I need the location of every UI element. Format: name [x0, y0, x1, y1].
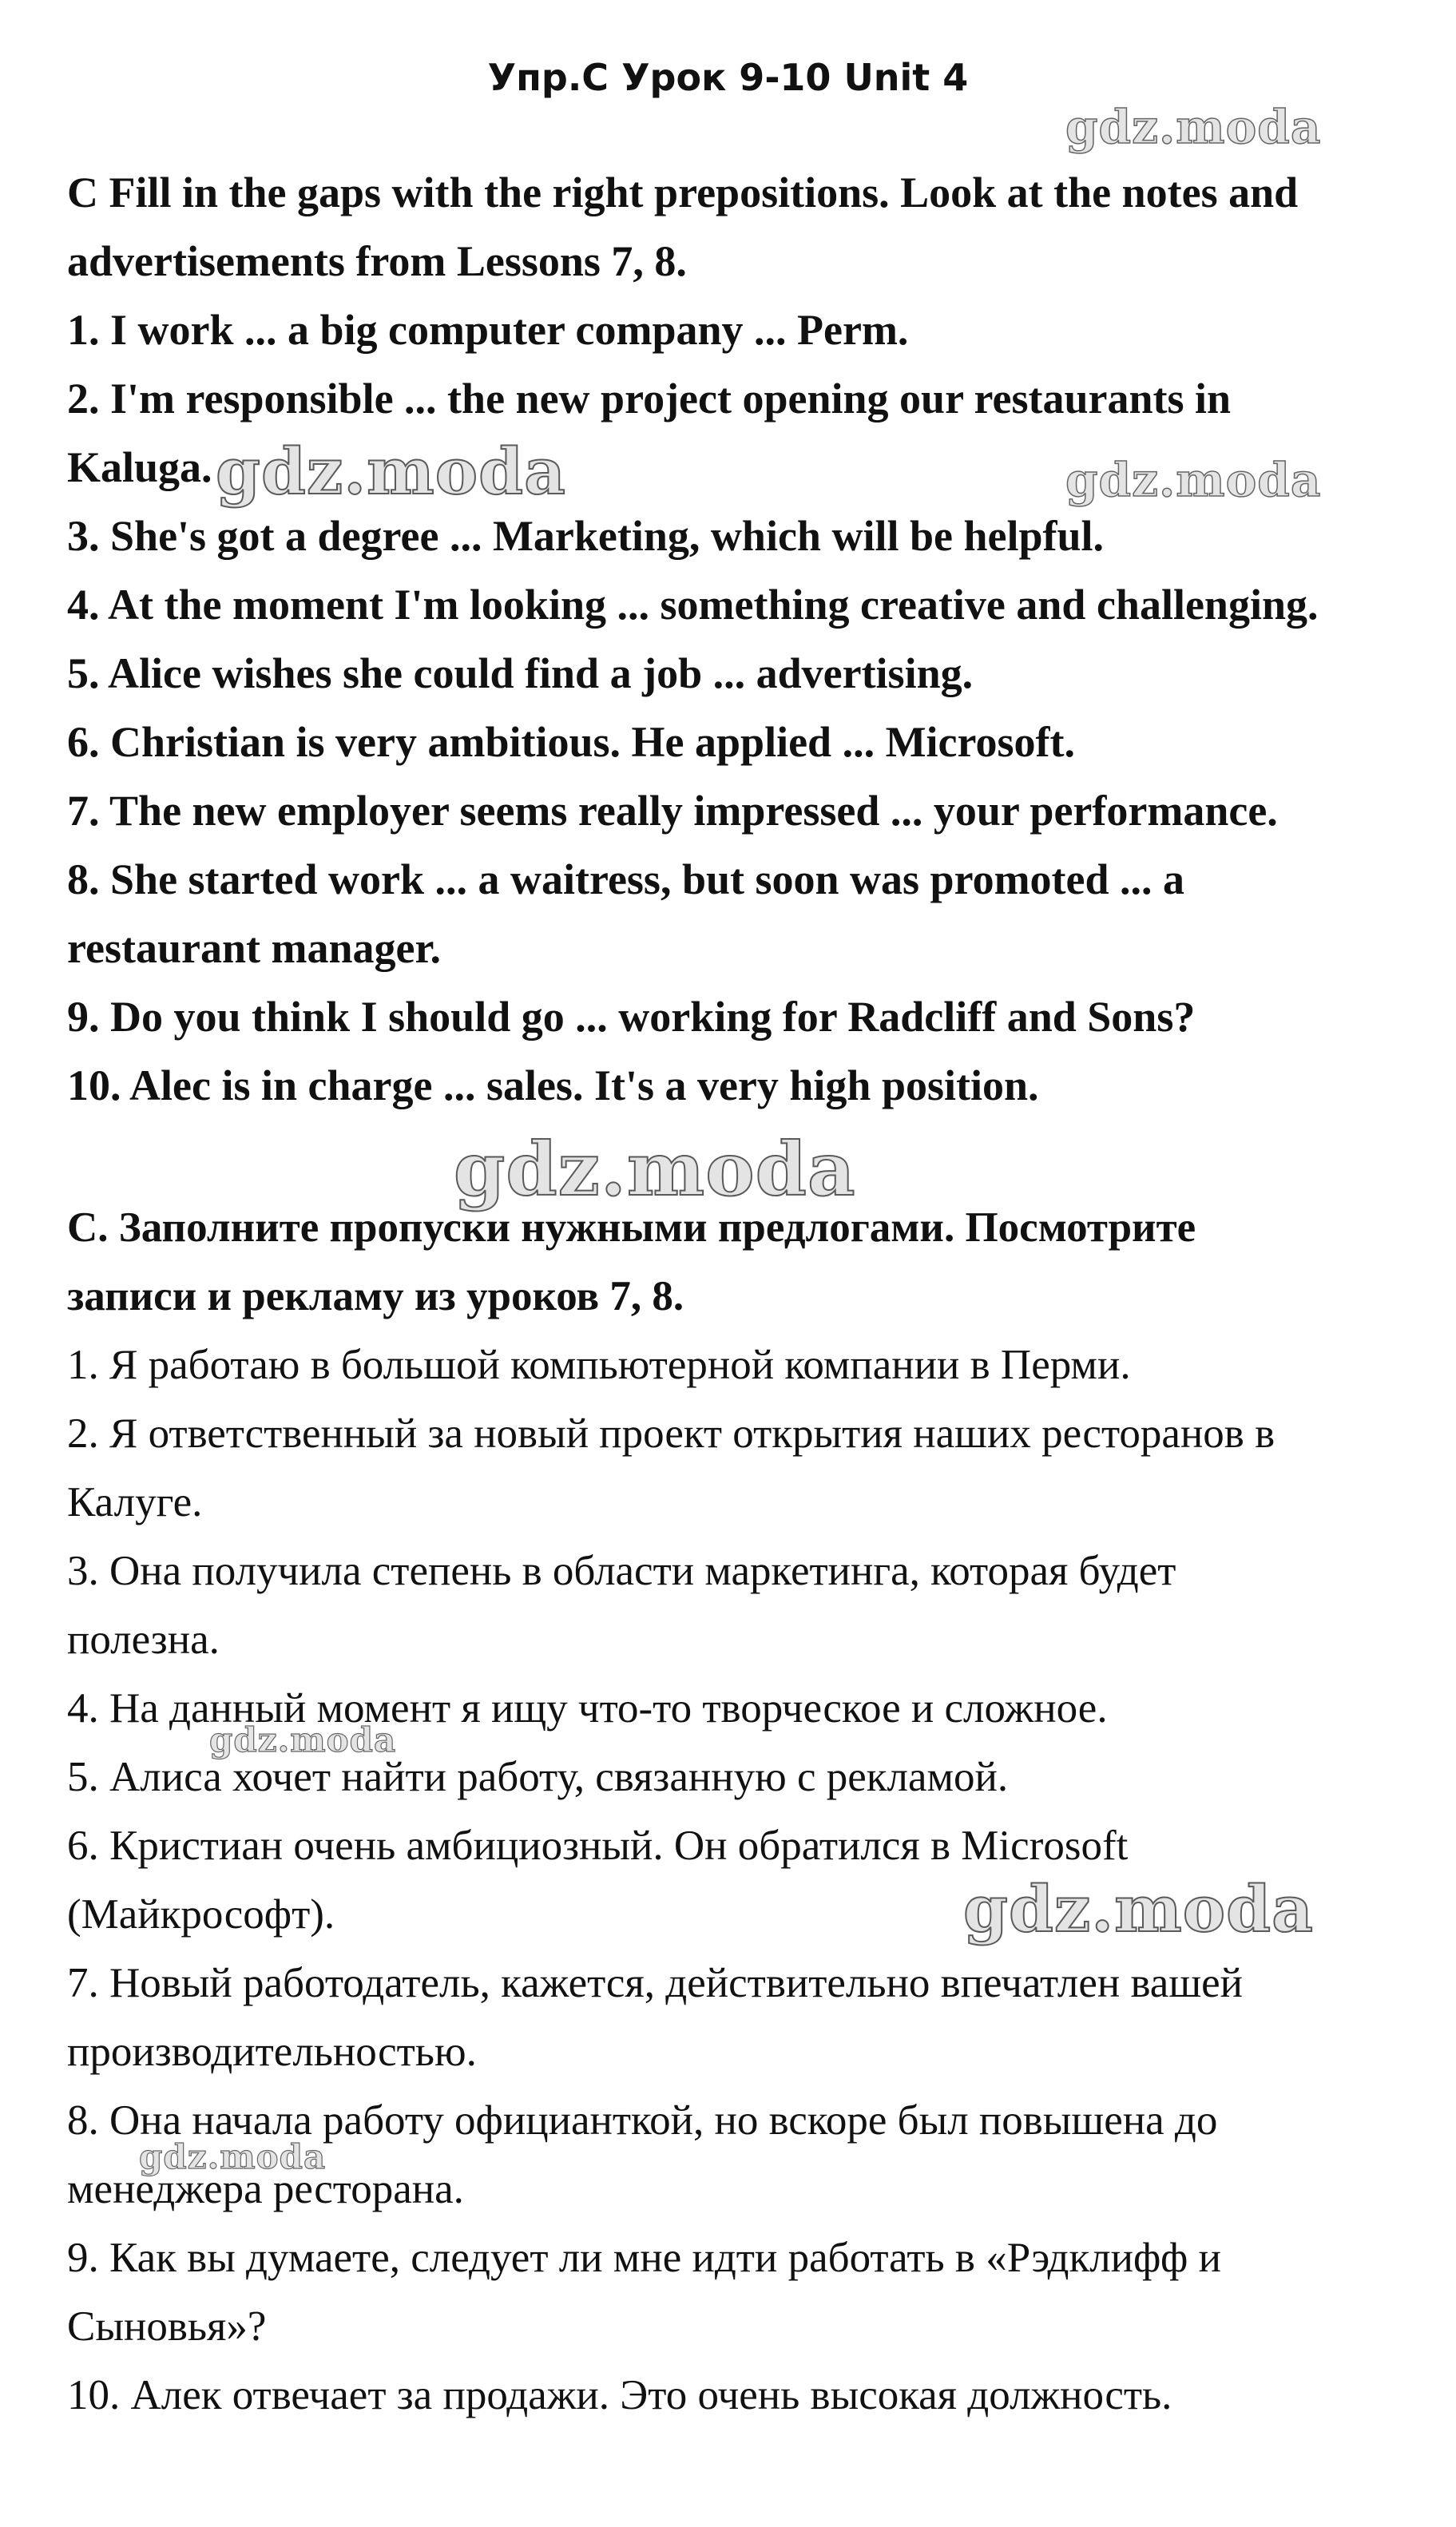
english-item-line: 10. Alec is in charge ... sales. It's a very high position.: [67, 1061, 1039, 1109]
english-item-line: 4. At the moment I'm looking ... something creative and challenging.: [67, 581, 1319, 629]
russian-item-line: 9. Как вы думаете, следует ли мне идти работать в «Рэдклифф и: [67, 2235, 1222, 2281]
russian-item-line: (Майкрософт).: [67, 1891, 335, 1938]
page-title: Упр.C Урок 9-10 Unit 4: [487, 56, 969, 99]
english-item-line: 7. The new employer seems really impressed ... your performance.: [67, 787, 1278, 835]
watermark: gdz.moda: [1065, 453, 1322, 507]
english-item-line: Kaluga.: [67, 443, 212, 491]
english-item-line: 3. She's got a degree ... Marketing, which will be helpful.: [67, 512, 1105, 560]
russian-task-line-2: записи и рекламу из уроков 7, 8.: [67, 1273, 684, 1319]
russian-item-line: полезна.: [67, 1617, 220, 1663]
russian-item-line: менеджера ресторана.: [67, 2166, 464, 2212]
russian-item-line: 5. Алиса хочет найти работу, связанную с рекламой.: [67, 1754, 1009, 1800]
russian-item-line: 7. Новый работодатель, кажется, действительно впечатлен вашей: [67, 1960, 1244, 2006]
english-item-line: 2. I'm responsible ... the new project opening our restaurants in: [67, 375, 1232, 422]
english-item-line: 5. Alice wishes she could find a job ... advertising.: [67, 649, 974, 697]
watermark: gdz.moda: [209, 1720, 397, 1759]
russian-item-line: производительностью.: [67, 2029, 477, 2075]
russian-item-line: 2. Я ответственный за новый проект открытия наших ресторанов в: [67, 1410, 1275, 1457]
english-item-line: 8. She started work ... a waitress, but soon was promoted ... a: [67, 855, 1185, 903]
russian-item-line: Сыновья»?: [67, 2303, 267, 2350]
watermark: gdz.moda: [216, 434, 566, 509]
russian-item-line: Калуге.: [67, 1479, 203, 1525]
watermark: gdz.moda: [1065, 100, 1322, 154]
english-item-line: restaurant manager.: [67, 924, 441, 972]
russian-item-line: 10. Алек отвечает за продажи. Это очень высокая должность.: [67, 2372, 1172, 2418]
russian-item-line: 8. Она начала работу официанткой, но вскоре был повышена до: [67, 2097, 1218, 2144]
russian-item-line: 6. Кристиан очень амбициозный. Он обратился в Microsoft: [67, 1823, 1129, 1869]
watermark: gdz.moda: [139, 2137, 327, 2176]
russian-task-line-1: C. Заполните пропуски нужными предлогами. Посмотрите: [67, 1204, 1196, 1251]
russian-item-line: 4. На данный момент я ищу что-то творческое и сложное.: [67, 1685, 1108, 1732]
english-task-line-2: advertisements from Lessons 7, 8.: [67, 237, 687, 285]
english-item-line: 9. Do you think I should go ... working for Radcliff and Sons?: [67, 993, 1196, 1041]
russian-item-line: 1. Я работаю в большой компьютерной компании в Перми.: [67, 1342, 1131, 1388]
watermark: gdz.moda: [454, 1126, 856, 1212]
english-task-line-1: C Fill in the gaps with the right prepositions. Look at the notes and: [67, 169, 1299, 216]
english-item-line: 1. I work ... a big computer company ... Perm.: [67, 306, 909, 354]
watermark: gdz.moda: [963, 1871, 1314, 1946]
russian-item-line: 3. Она получила степень в области маркетинга, которая будет: [67, 1548, 1176, 1594]
english-item-line: 6. Christian is very ambitious. He applied ... Microsoft.: [67, 718, 1075, 766]
